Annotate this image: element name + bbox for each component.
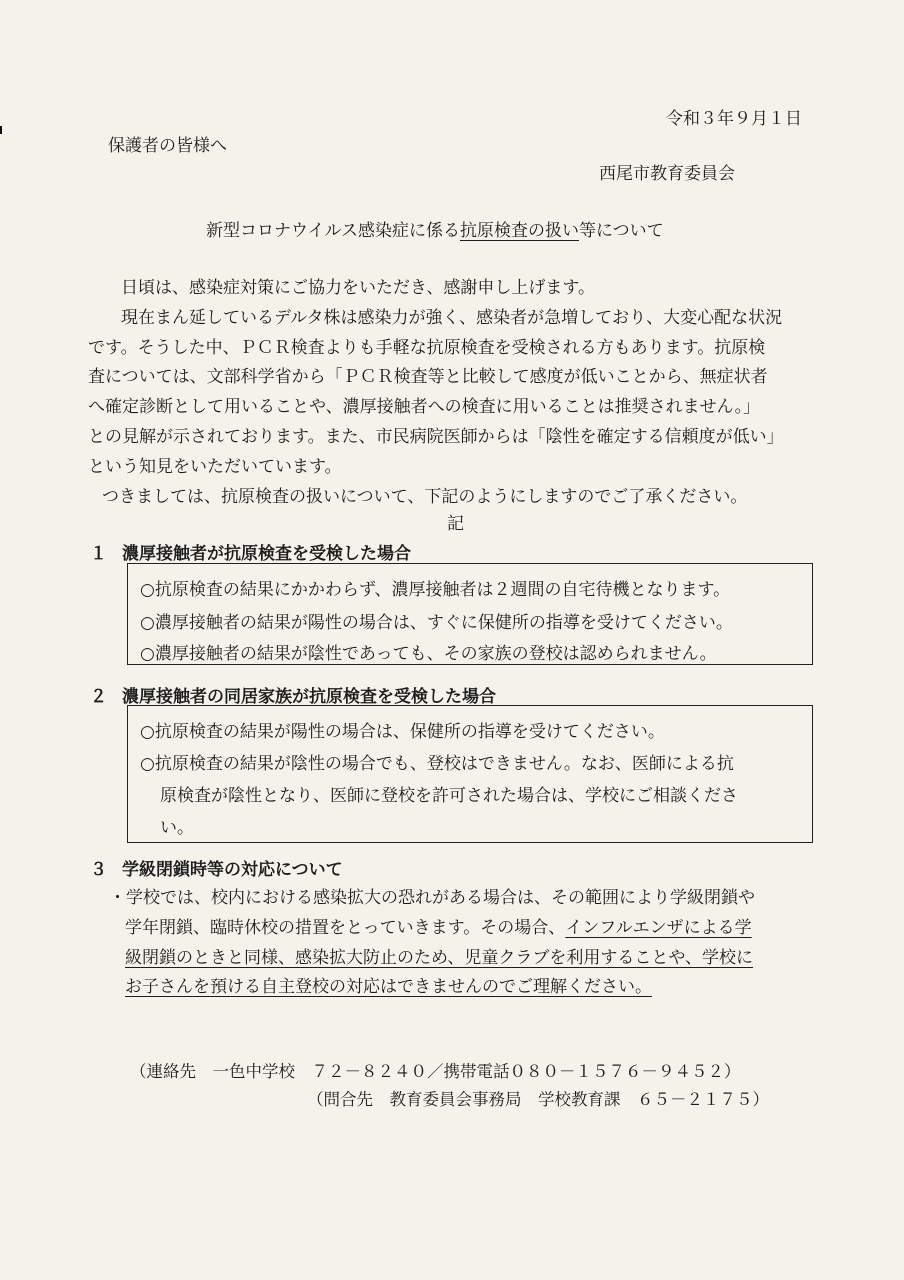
section3-text: 学年閉鎖、臨時休校の措置をとっていきます。その場合、 (125, 918, 566, 938)
section3-line (125, 972, 652, 997)
section2-heading: 濃厚接触者の同居家族が抗原検査を受検した場合 (122, 687, 496, 707)
body-line: 査については、文部科学省から「ＰＣＲ検査等と比較して感度が低いことから、無症状者 (88, 367, 768, 387)
body-line: 日頃は、感染症対策にご協力をいただき、感謝申し上げます。 (121, 278, 595, 298)
section3-number: ３ (90, 860, 107, 880)
section3-underlined: インフルエンザによる学 (565, 918, 752, 938)
section1-heading: 濃厚接触者が抗原検査を受検した場合 (122, 544, 411, 564)
section2-item: い。 (160, 818, 194, 838)
body-line: という知見をいただいています。 (88, 457, 342, 477)
section1-item: ○抗原検査の結果にかかわらず、濃厚接触者は２週間の自宅待機となります。 (140, 580, 731, 600)
section3-heading: 学級閉鎖時等の対応について (122, 860, 343, 880)
recipient: 保護者の皆様へ (108, 136, 227, 156)
title-prefix: 新型コロナウイルス感染症に係る (206, 221, 460, 241)
section2-number: ２ (90, 687, 107, 707)
sender: 西尾市教育委員会 (599, 164, 735, 184)
document-title (206, 216, 664, 241)
section1-item: ○濃厚接触者の結果が陰性であっても、その家族の登校は認められません。 (140, 644, 717, 664)
scan-mark (0, 126, 2, 134)
section2-item: ○抗原検査の結果が陰性の場合でも、登校はできません。なお、医師による抗 (140, 754, 734, 774)
section3-line (109, 883, 755, 908)
section3-line (125, 913, 752, 938)
section3-text: ・学校では、校内における感染拡大の恐れがある場合は、その範囲により学級閉鎖や (109, 888, 755, 908)
section3-line (125, 943, 753, 968)
section1-item: ○濃厚接触者の結果が陽性の場合は、すぐに保健所の指導を受けてください。 (140, 613, 733, 633)
title-suffix: 等について (578, 221, 664, 241)
section2-item: 原検査が陰性となり、医師に登校を許可された場合は、学校にご相談くださ (160, 786, 738, 806)
title-underlined: 抗原検査の扱い (459, 221, 579, 241)
body-line: です。そうした中、ＰＣＲ検査よりも手軽な抗原検査を受検される方もあります。抗原検 (88, 338, 766, 358)
body-line: へ確定診断として用いることや、濃厚接触者への検査に用いることは推奨されません。」 (88, 397, 761, 417)
body-line: 現在まん延しているデルタ株は感染力が強く、感染者が急増しており、大変心配な状況 (121, 308, 783, 328)
section1-number: １ (90, 544, 107, 564)
section3-underlined: お子さんを預ける自主登校の対応はできませんのでご理解ください。 (125, 977, 652, 997)
body-line: との見解が示されております。また、市民病院医師からは「陰性を確定する信頼度が低い」 (88, 427, 784, 447)
section3-underlined: 級閉鎖のときと同様、感染拡大防止のため、児童クラブを利用することや、学校に (125, 948, 753, 968)
inquiry-line: （問合先 教育委員会事務局 学校教育課 ６５－２１７５） (307, 1090, 769, 1109)
body-line: つきましては、抗原検査の扱いについて、下記のようにしますのでご了承ください。 (102, 487, 748, 507)
date: 令和３年９月１日 (666, 109, 802, 129)
section2-item: ○抗原検査の結果が陽性の場合は、保健所の指導を受けてください。 (140, 722, 665, 742)
contact-line: （連絡先 一色中学校 ７２－８２４０／携帯電話０８０－１５７６－９４５２） (130, 1062, 741, 1081)
ki-label: 記 (447, 514, 464, 534)
